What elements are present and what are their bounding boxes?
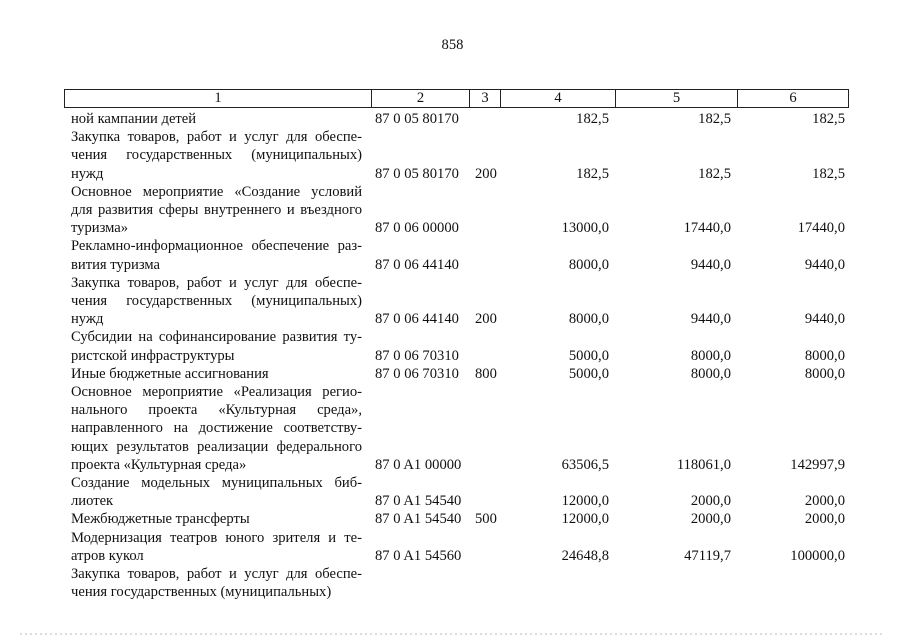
amount-col5: 17440,0 xyxy=(683,220,731,237)
row-description xyxy=(71,365,362,383)
column-header-1: 1 xyxy=(214,90,222,106)
amount-col4: 24648,8 xyxy=(561,547,609,564)
row-description xyxy=(71,565,362,601)
target-code: 87 0 06 70310 xyxy=(375,347,459,364)
table-row xyxy=(0,565,905,601)
amount-col4: 8000,0 xyxy=(568,256,609,273)
amount-col6: 9440,0 xyxy=(804,311,845,328)
table-body xyxy=(0,110,905,601)
amount-col6: 2000,0 xyxy=(804,511,845,528)
description-line: нужд xyxy=(71,165,104,182)
description-line: нужд xyxy=(71,311,104,328)
row-description xyxy=(71,110,362,128)
description-line: нального проекта «Культурная среда», xyxy=(71,402,362,419)
amount-col6: 9440,0 xyxy=(804,256,845,273)
table-row xyxy=(0,383,905,474)
expense-type: 500 xyxy=(475,511,497,528)
target-code: 87 0 05 80170 xyxy=(375,111,459,127)
table-row xyxy=(0,183,905,238)
amount-col4: 12000,0 xyxy=(561,493,609,510)
table-row xyxy=(0,274,905,329)
description-line: Основное мероприятие «Реализация регио- xyxy=(71,384,362,401)
expense-type: 800 xyxy=(475,365,497,382)
table-row xyxy=(0,365,905,383)
target-code: 87 0 06 44140 xyxy=(375,256,459,273)
description-line: вития туризма xyxy=(71,256,161,273)
description-line: чения государственных (муниципальных) xyxy=(71,584,332,601)
target-code: 87 0 06 00000 xyxy=(375,220,459,237)
description-line: Модернизация театров юного зрителя и те- xyxy=(71,529,362,546)
description-line: туризма» xyxy=(71,220,129,237)
table-row xyxy=(0,237,905,273)
table-row xyxy=(0,128,905,183)
amount-col6: 142997,9 xyxy=(790,456,845,473)
amount-col5: 182,5 xyxy=(698,111,731,127)
description-line: лиотек xyxy=(71,493,114,510)
description-line: Рекламно-информационное обеспечение раз- xyxy=(71,238,362,255)
amount-col5: 2000,0 xyxy=(690,493,731,510)
expense-type: 200 xyxy=(475,165,497,182)
row-description xyxy=(71,274,362,329)
table-row xyxy=(0,510,905,528)
amount-col6: 8000,0 xyxy=(804,347,845,364)
description-line: проекта «Культурная среда» xyxy=(71,456,247,473)
target-code: 87 0 05 80170 xyxy=(375,165,459,182)
amount-col6: 182,5 xyxy=(812,165,845,182)
column-header-2: 2 xyxy=(416,90,425,106)
description-line: атров кукол xyxy=(71,547,144,564)
column-header-5: 5 xyxy=(672,90,681,106)
amount-col6: 2000,0 xyxy=(804,493,845,510)
page-edge-artifact xyxy=(20,633,885,635)
description-line: Субсидии на софинансирование развития ту- xyxy=(71,329,362,346)
description-line: Межбюджетные трансферты xyxy=(71,511,250,528)
table-row xyxy=(0,529,905,565)
amount-col4: 13000,0 xyxy=(561,220,609,237)
amount-col4: 182,5 xyxy=(576,165,609,182)
column-header-3: 3 xyxy=(481,90,489,106)
amount-col4: 182,5 xyxy=(576,111,609,127)
row-description xyxy=(71,383,362,474)
description-line: ной кампании детей xyxy=(71,111,197,127)
column-header-6: 6 xyxy=(789,90,797,106)
table-row xyxy=(0,474,905,510)
amount-col4: 8000,0 xyxy=(568,311,609,328)
description-line: Основное мероприятие «Создание условий xyxy=(71,183,362,200)
amount-col5: 9440,0 xyxy=(690,311,731,328)
target-code: 87 0 A1 54540 xyxy=(375,511,462,528)
description-line: для развития сферы внутреннего и въездного xyxy=(71,202,362,219)
target-code: 87 0 A1 00000 xyxy=(375,456,462,473)
amount-col4: 12000,0 xyxy=(561,511,609,528)
table-header xyxy=(64,89,849,108)
description-line: Закупка товаров, работ и услуг для обеспе- xyxy=(71,566,362,583)
description-line: ристской инфраструктуры xyxy=(71,347,235,364)
description-line: Закупка товаров, работ и услуг для обеспе- xyxy=(71,274,362,291)
amount-col5: 182,5 xyxy=(698,165,731,182)
row-description xyxy=(71,183,362,238)
target-code: 87 0 A1 54560 xyxy=(375,547,462,564)
amount-col5: 8000,0 xyxy=(690,365,731,382)
amount-col4: 63506,5 xyxy=(561,456,609,473)
amount-col6: 182,5 xyxy=(812,111,845,127)
row-description xyxy=(71,510,362,528)
table-row xyxy=(0,328,905,364)
description-line: Иные бюджетные ассигнования xyxy=(71,365,269,382)
description-line: ющих результатов реализации федерального xyxy=(71,438,362,455)
amount-col5: 47119,7 xyxy=(684,547,731,564)
amount-col4: 5000,0 xyxy=(568,365,609,382)
description-line: Закупка товаров, работ и услуг для обеспе- xyxy=(71,129,362,146)
description-line: направленного на достижение соответству- xyxy=(71,420,362,437)
amount-col5: 118061,0 xyxy=(676,456,731,473)
target-code: 87 0 06 70310 xyxy=(375,365,459,382)
amount-col6: 17440,0 xyxy=(797,220,845,237)
target-code: 87 0 06 44140 xyxy=(375,311,459,328)
amount-col4: 5000,0 xyxy=(568,347,609,364)
amount-col5: 8000,0 xyxy=(690,347,731,364)
amount-col6: 100000,0 xyxy=(790,547,845,564)
row-description xyxy=(71,328,362,364)
expense-type: 200 xyxy=(475,311,497,328)
amount-col5: 2000,0 xyxy=(690,511,731,528)
description-line: чения государственных (муниципальных) xyxy=(71,147,362,164)
target-code: 87 0 A1 54540 xyxy=(375,493,462,510)
description-line: чения государственных (муниципальных) xyxy=(71,293,362,310)
row-description xyxy=(71,474,362,510)
amount-col6: 8000,0 xyxy=(804,365,845,382)
amount-col5: 9440,0 xyxy=(690,256,731,273)
page-number: 858 xyxy=(441,37,464,53)
row-description xyxy=(71,237,362,273)
table-row xyxy=(0,110,905,128)
row-description xyxy=(71,529,362,565)
description-line: Создание модельных муниципальных биб- xyxy=(71,475,362,492)
row-description xyxy=(71,128,362,183)
column-header-4: 4 xyxy=(554,90,562,106)
